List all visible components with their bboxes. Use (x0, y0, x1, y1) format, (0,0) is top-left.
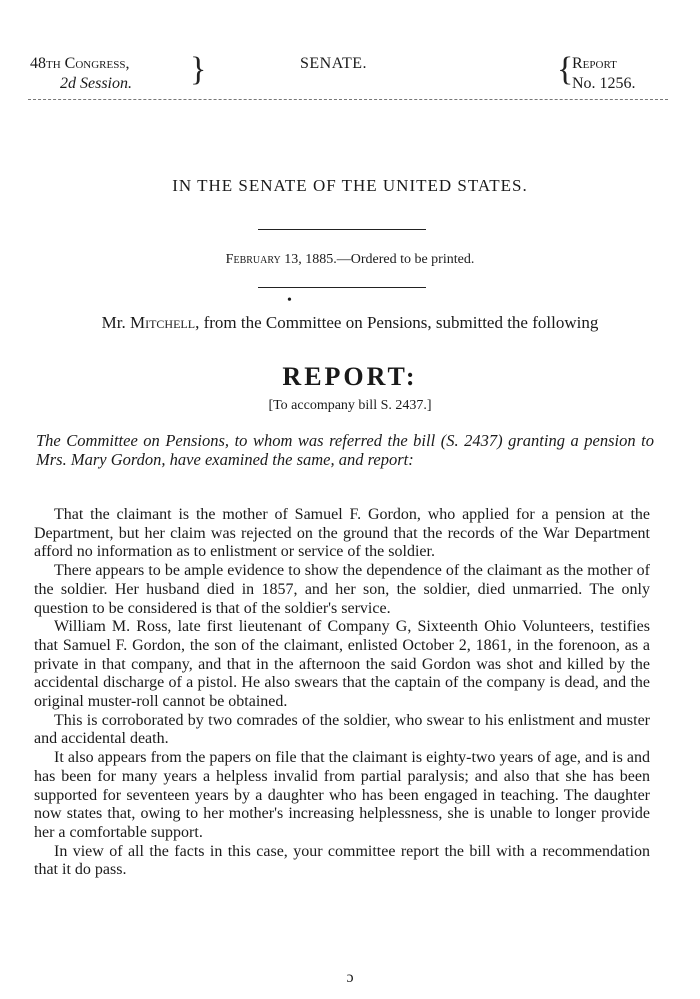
page-mark: ɔ (346, 969, 354, 986)
paragraph: In view of all the facts in this case, your committee report the bill with a recommendation that it do pass. (34, 842, 650, 879)
report-no: No. 1256. (572, 75, 636, 92)
report-label: Report (572, 55, 617, 72)
dateline (0, 252, 700, 268)
session-label: 2d Session. (60, 75, 132, 92)
submission-rest: , from the Committee on Pensions, submitted the following (195, 313, 599, 332)
header-divider (28, 99, 668, 100)
left-brace-glyph: { (557, 51, 574, 88)
bullet-mark: • (287, 293, 292, 308)
dateline-month: February (225, 252, 281, 267)
report-number (572, 54, 682, 94)
senator-name: Mitchell (129, 313, 196, 332)
report-body (34, 506, 650, 880)
chamber-label: SENATE. (300, 55, 368, 72)
paragraph: There appears to be ample evidence to show the dependence of the claimant as the mother of the soldier. Her husband died in 1857, and her son, the soldier, died unmarried. The only question to be considered is that of the soldier's service. (34, 562, 650, 617)
paragraph: It also appears from the papers on file that the claimant is eighty-two years of age, and is and has been for many years a helpless invalid from partial paralysis; and also that she has been supported for seventeen years by a daughter who has been engaged in teaching. The daughter now states that, owing to her mother's increasing helplessness, she is unable to longer provide her a comfortable support. (34, 749, 650, 841)
congress-label: 48th Congress, (30, 55, 130, 72)
submission-line (40, 313, 660, 333)
title-rule (258, 229, 426, 230)
accompany-bill: [To accompany bill S. 2437.] (268, 398, 432, 413)
paragraph: William M. Ross, late first lieutenant of Company G, Sixteenth Ohio Volunteers, testifies that Samuel F. Gordon, the son of the claimant, enlisted October 2, 1861, in the forenoon, as a private in that company, and that in the afternoon the said Gordon was shot and killed by the accidental discharge of a pistol. He also swears that the captain of the company is dead, and the original muster-roll cannot be obtained. (34, 618, 650, 711)
congress-session (30, 51, 215, 94)
report-heading: REPORT: (282, 362, 418, 391)
right-brace-glyph: } (190, 51, 207, 88)
committee-statement: The Committee on Pensions, to whom was referred the bill (S. 2437) granting a pension to Mrs. Mary Gordon, have examined the same, and report: (36, 431, 654, 469)
senate-title: IN THE SENATE OF THE UNITED STATES. (172, 176, 528, 195)
dateline-rule (258, 287, 426, 288)
paragraph: This is corroborated by two comrades of the soldier, who swear to his enlistment and muster and accidental death. (34, 711, 650, 748)
dateline-rest: 13, 1885.—Ordered to be printed. (280, 252, 475, 267)
submission-prefix: Mr. (101, 313, 130, 332)
paragraph: That the claimant is the mother of Samuel F. Gordon, who applied for a pension at the Department, but her claim was rejected on the ground that the records of the War Department afford no information as to enlistment or service of the soldier. (34, 506, 650, 561)
